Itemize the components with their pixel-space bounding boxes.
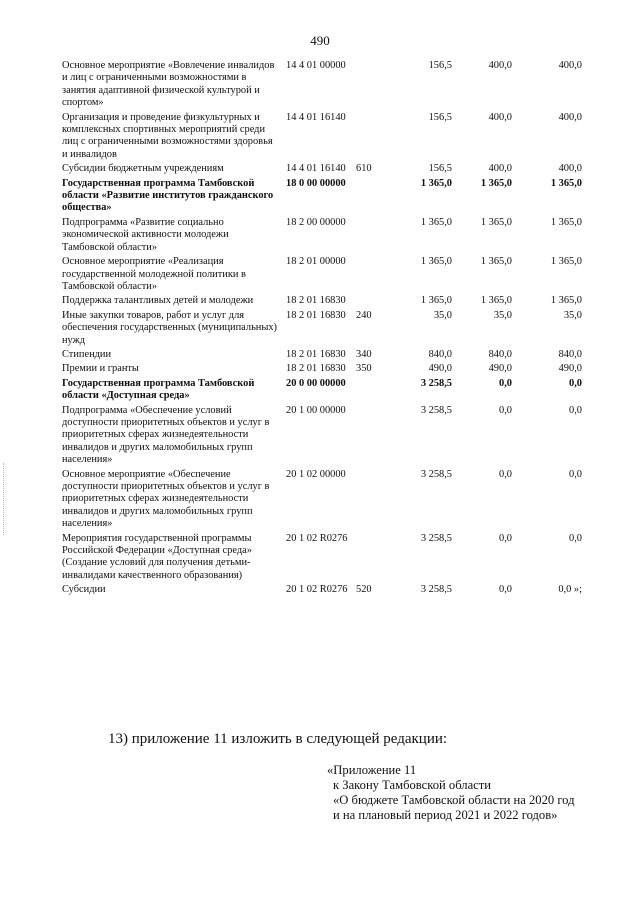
row-vr-code (356, 178, 382, 217)
row-vr-code: 350 (356, 363, 372, 375)
row-amount-2020: 1 365,0 (420, 295, 452, 307)
row-vr-code (356, 533, 382, 585)
row-amount-2021: 1 365,0 (480, 216, 512, 228)
row-vr-code (356, 378, 382, 405)
row-amount-2022: 490,0 (558, 363, 582, 375)
row-amount-2021: 0,0 (499, 468, 512, 480)
row-amount-2020: 840,0 (428, 348, 452, 360)
row-amount-2022: 0,0 (569, 468, 582, 480)
row-amount-2021: 490,0 (488, 363, 512, 375)
page-number: 490 (310, 33, 330, 48)
row-vr-code: 520 (356, 584, 372, 596)
row-amount-2020: 3 258,5 (420, 404, 452, 416)
row-name: Мероприятия государственной программы Российской Федерации «Доступная среда» (Создание условий для получения детьми-инвалидами качественного образования) (62, 532, 252, 581)
row-csr-code: 18 2 01 16830 (286, 295, 346, 307)
row-amount-2021: 1 365,0 (480, 256, 512, 268)
row-name: Стипендии (62, 348, 112, 360)
row-vr-code: 610 (356, 163, 372, 175)
row-vr-code (356, 60, 382, 112)
row-amount-2022: 400,0 (558, 60, 582, 71)
row-amount-2022: 0,0 (569, 377, 582, 389)
row-name: Субсидии (62, 584, 106, 596)
row-amount-2022: 400,0 (558, 111, 582, 123)
budget-table (62, 60, 582, 599)
row-amount-2021: 1 365,0 (480, 177, 512, 189)
row-amount-2020: 1 365,0 (420, 256, 452, 268)
row-amount-2020: 3 258,5 (420, 377, 452, 389)
annex-line-3: «О бюджете Тамбовской области на 2020 год (333, 793, 575, 807)
row-amount-2022: 1 365,0 (550, 177, 582, 189)
row-name: Субсидии бюджетным учреждениям (62, 163, 224, 175)
row-amount-2021: 0,0 (499, 377, 512, 389)
row-name: Государственная программа Тамбовской области «Развитие институтов гражданского общества» (62, 177, 274, 214)
table-row (62, 295, 582, 309)
table-row (62, 256, 582, 295)
row-amount-2021: 0,0 (499, 584, 512, 596)
row-amount-2021: 0,0 (499, 532, 512, 544)
row-amount-2022: 1 365,0 (550, 295, 582, 307)
row-name: Организация и проведение физкультурных и комплексных спортивных мероприятий среди лиц с ограниченными возможностями здоровья и инвалидов (62, 111, 273, 160)
row-amount-2021: 840,0 (488, 348, 512, 360)
row-name: Государственная программа Тамбовской области «Доступная среда» (62, 377, 255, 402)
row-csr-code: 14 4 01 00000 (286, 60, 346, 71)
row-vr-code (356, 469, 382, 533)
table-row (62, 112, 582, 164)
amendment-instruction: 13) приложение 11 изложить в следующей редакции: (108, 731, 448, 747)
table-row (62, 363, 582, 377)
row-name: Основное мероприятие «Обеспечение доступности приоритетных объектов и услуг в приоритетных сферах жизнедеятельности инвалидов и других маломобильных групп населения» (62, 468, 270, 530)
row-name: Подпрограмма «Развитие социально экономической активности молодежи Тамбовской области» (62, 216, 229, 253)
row-amount-2020: 35,0 (433, 309, 452, 321)
table-row (62, 60, 582, 112)
table-body (62, 60, 582, 599)
annex-heading (327, 763, 575, 823)
row-amount-2021: 1 365,0 (480, 295, 512, 307)
row-csr-code: 20 1 00 00000 (286, 404, 346, 416)
row-amount-2022: 35,0 (563, 309, 582, 321)
row-amount-2022: 400,0 (558, 163, 582, 175)
row-amount-2021: 0,0 (499, 404, 512, 416)
row-csr-code: 20 0 00 00000 (286, 377, 346, 389)
row-name: Подпрограмма «Обеспечение условий доступности приоритетных объектов и услуг в приоритетных сферах жизнедеятельности инвалидов и других маломобильных групп населения» (62, 404, 270, 466)
row-amount-2020: 490,0 (428, 363, 452, 375)
row-csr-code: 18 2 01 16830 (286, 309, 346, 321)
row-name: Иные закупки товаров, работ и услуг для обеспечения государственных (муниципальных) нужд (62, 309, 278, 346)
row-amount-2020: 1 365,0 (420, 216, 452, 228)
row-amount-2021: 400,0 (488, 60, 512, 71)
row-amount-2021: 400,0 (488, 111, 512, 123)
row-vr-code (356, 256, 382, 295)
row-amount-2022: 0,0 »; (558, 584, 582, 596)
row-vr-code (356, 217, 382, 256)
table-row (62, 378, 582, 405)
row-csr-code: 18 2 01 16830 (286, 348, 346, 360)
table-row (62, 349, 582, 363)
row-amount-2020: 156,5 (428, 111, 452, 123)
row-amount-2022: 0,0 (569, 404, 582, 416)
row-csr-code: 20 1 02 R0276 (286, 532, 348, 544)
row-amount-2020: 156,5 (428, 60, 452, 71)
row-name: Поддержка талантливых детей и молодежи (62, 295, 254, 307)
row-amount-2022: 1 365,0 (550, 216, 582, 228)
row-amount-2020: 1 365,0 (420, 177, 452, 189)
table-row (62, 533, 582, 585)
row-amount-2020: 156,5 (428, 163, 452, 175)
row-csr-code: 14 4 01 16140 (286, 111, 346, 123)
row-name: Премии и гранты (62, 363, 139, 375)
row-amount-2022: 0,0 (569, 532, 582, 544)
row-amount-2020: 3 258,5 (420, 532, 452, 544)
row-amount-2020: 3 258,5 (420, 468, 452, 480)
row-csr-code: 20 1 02 R0276 (286, 584, 348, 596)
table-row (62, 217, 582, 256)
table-row (62, 310, 582, 349)
table-row (62, 405, 582, 469)
row-csr-code: 18 2 01 00000 (286, 256, 346, 268)
table-row (62, 584, 582, 598)
annex-line-1: «Приложение 11 (327, 763, 417, 777)
row-vr-code: 240 (356, 309, 372, 321)
row-vr-code (356, 405, 382, 469)
row-name: Основное мероприятие «Реализация государственной молодежной политики в Тамбовской области» (62, 256, 246, 292)
table-row (62, 163, 582, 177)
row-vr-code (356, 295, 382, 309)
table-row (62, 469, 582, 533)
row-amount-2021: 35,0 (493, 309, 512, 321)
row-csr-code: 18 2 00 00000 (286, 216, 346, 228)
row-amount-2022: 1 365,0 (550, 256, 582, 268)
row-csr-code: 18 2 01 16830 (286, 363, 346, 375)
row-amount-2022: 840,0 (558, 348, 582, 360)
scan-margin-mark (3, 463, 6, 535)
annex-line-2: к Закону Тамбовской области (333, 778, 491, 792)
row-vr-code: 340 (356, 348, 372, 360)
row-csr-code: 18 0 00 00000 (286, 177, 346, 189)
table-row (62, 178, 582, 217)
row-amount-2020: 3 258,5 (420, 584, 452, 596)
row-name: Основное мероприятие «Вовлечение инвалидов и лиц с ограниченными возможностями в занятия адаптивной физической культурой и спортом» (62, 60, 275, 109)
row-vr-code (356, 112, 382, 164)
row-csr-code: 20 1 02 00000 (286, 468, 346, 480)
row-csr-code: 14 4 01 16140 (286, 163, 346, 175)
annex-line-4: и на плановый период 2021 и 2022 годов» (333, 808, 558, 822)
row-amount-2021: 400,0 (488, 163, 512, 175)
